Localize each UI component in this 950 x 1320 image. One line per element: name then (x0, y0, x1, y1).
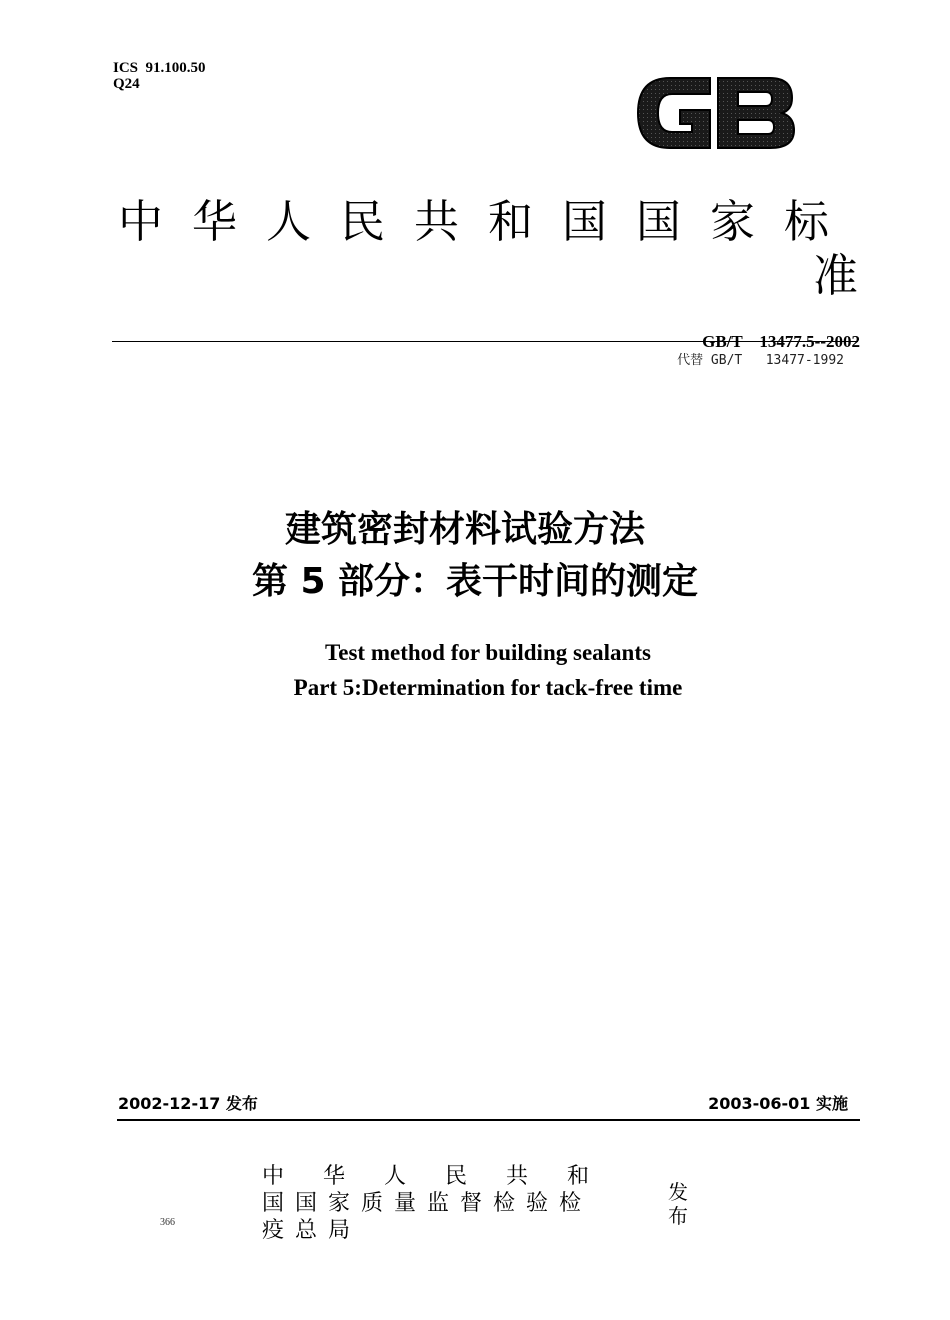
publish-label (668, 1180, 692, 1228)
page-number: 366 (160, 1217, 175, 1228)
classification-codes (113, 60, 206, 92)
publish-char-1: 发 (668, 1180, 688, 1204)
issuing-authority (262, 1163, 629, 1244)
ics-label: ICS (113, 60, 139, 76)
issue-date: 2002-12-17 发布 (118, 1094, 258, 1113)
national-standard-title: 中华人民共和国国家标 (117, 195, 858, 248)
gb-logo (630, 68, 800, 158)
ccs-code: Q24 (113, 76, 140, 92)
issuer-line-2: 国国家质量监督检验检 (262, 1191, 593, 1216)
national-standard-title-tail: 准 (812, 249, 858, 302)
english-title-line-2: Part 5:Determination for tack-free time (293, 675, 683, 700)
chinese-title-line-2: 第 5 部分：表干时间的测定 (251, 561, 699, 602)
issuer-line-3: 疫总局 (262, 1218, 362, 1243)
standard-number: GB/T 13477.5--2002 (702, 332, 860, 351)
replaces-standard: 代替 GB/T 13477-1992 (677, 353, 844, 368)
english-title-line-1: Test method for building sealants (325, 640, 651, 665)
effective-date: 2003-06-01 实施 (708, 1094, 848, 1113)
chinese-title-line-1: 建筑密封材料试验方法 (284, 509, 645, 550)
issuer-line-1: 中华人民共和 (262, 1164, 629, 1189)
footer-rule (117, 1119, 860, 1121)
ics-row (113, 60, 206, 76)
publish-char-2: 布 (668, 1204, 688, 1228)
ics-code: 91.100.50 (145, 60, 206, 76)
